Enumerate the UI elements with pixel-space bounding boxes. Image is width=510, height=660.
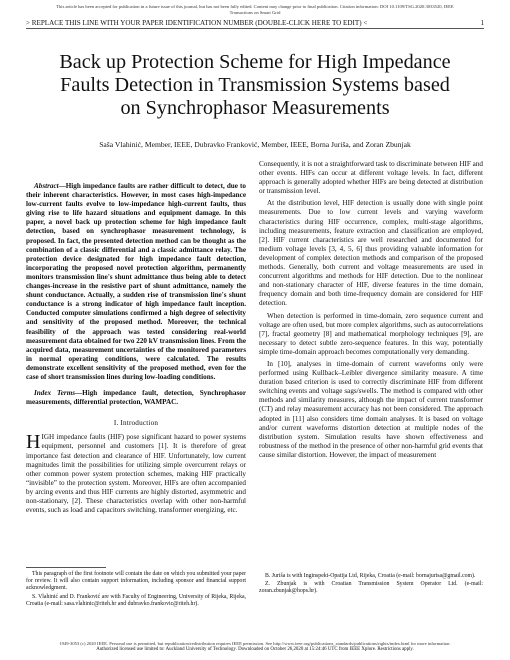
header-placeholder: > REPLACE THIS LINE WITH YOUR PAPER IDENTIFICATION NUMBER (DOUBLE-CLICK HERE TO EDIT) < <box>26 19 368 27</box>
section-heading: I. Introduction <box>113 419 159 428</box>
copyright-footer <box>26 641 484 653</box>
index-terms-text: —High impedance fault, detection, Synchrophasor measurements, differential protection, WAMPAC. <box>26 389 246 407</box>
footnote-affiliation-2: B. Juriša is with Inginspekt-Opatija Ltd, Rijeka, Croatia (e-mail: bornajurisa@gmail.com). <box>265 573 476 579</box>
footnote-submission: This paragraph of the first footnote will contain the date on which you submitted your paper for review. It will also contain support information, including sponsor and financial support acknowledgment. <box>26 571 246 592</box>
index-terms-label: Index Terms <box>34 389 76 398</box>
header-rule <box>26 28 484 29</box>
footnotes-right <box>259 573 483 597</box>
publication-notice-line2: Transactions on Smart Grid <box>229 10 281 15</box>
paragraph-distribution-level: At the distribution level, HIF detection is usually done with single point measurements. Due to low current levels and varying waveform characteristics during HIF occurrence, complex, multi-stage algorithms, including measurements, feature extraction and classification are employed, [2]. HIF current characteristics are well researched and documented for medium voltage levels [3, 4, 5, 6] thus providing valuable information for development of complex detection methods and comparison of the proposed methods. Generally, both current and voltage measurements are used in concurrent algorithms and methods for HIF detection. Due to the nonlinear and non-stationary character of HIF, diverse features in the time domain, frequency domain and both time-frequency domain are considered for HIF detection. <box>259 199 483 308</box>
paragraph-kullback-leibler: In [10], analyses in time-domain of current waveforms only were performed using Kullback–Leibler divergence similarity measure. A time duration based criterion is used to correctly discriminate HIF from different switching events and voltage sags/swells. The method is compared with other methods and similarity measures, although the impact of current transformer (CT) and relay measurement accuracy has not been considered. The approach adopted in [11] also considers time domain analyses. It is based on voltage and/or current waveforms distortion detection at multiple nodes of the distribution system. Simulation results have shown effectiveness and robustness of the method in the presence of other non-harmful grid events that cause similar distortion. However, the impact of measurement <box>259 359 483 459</box>
paragraph-time-domain: When detection is performed in time-domain, zero sequence current and voltage are often used, but more complex algorithms, such as autocorrelations [7], fractal geometry [8] and mathematical morphology techniques [9], are necessary to detect subtle zero-sequence features. In this way, potentially simple time-domain approach becomes computationally very demanding. <box>259 311 483 356</box>
license-line: Authorized licensed use limited to: Auckland University of Technology. Downloaded on October 26,2020 at 15:24:46 UTC from IEEE Xplore. Restrictions apply. <box>96 647 414 652</box>
title-line-2: Faults Detection in Transmission Systems based <box>60 74 450 96</box>
footnote-affiliation-3: Z. Zbunjak is with Croatian Transmission System Operator Ltd. (e-mail: zoran.zbunjak@hops.hr). <box>259 581 483 595</box>
drop-cap: H <box>26 431 41 454</box>
abstract-text: —High impedance faults are rather difficult to detect, due to their inherent characteristics. However, in most cases high-impedance low-current faults evolve to low-impedance high-current faults, thus giving rise to life hazard situations and equipment damage. In this paper, a novel back up protection scheme for high impedance fault detection, based on synchrophasor measurement technology, is proposed. In fact, the presented detection method can be thought as the combination of a classic differential and a classic admittance relay. The protection device designated for high impedance fault detection, incorporating the proposed novel protection algorithm, permanently monitors transmission line's shunt admittance thus being able to detect changes-increase in the resistive part of shunt admittance, namely the shunt conductance. Actually, a sudden rise of transmission line's shunt conductance is a strong indicator of high impedance fault inception. Conducted computer simulations confirmed a high degree of selectivity and sensitivity of the proposed method. Moreover, the technical feasibility of the approach was tested considering real-world measurement data obtained for two 220 kV transmission lines. From the acquired data, measurement uncertainties of the monitored parameters in normal operating conditions, were calculated. The results demonstrate excellent sensitivity of the proposed method, even for the case of short transmission lines during low-loading conditions. <box>26 182 246 381</box>
paper-title <box>26 51 484 120</box>
copyright-line: 1949-3053 (c) 2020 IEEE. Personal use is permitted, but republication/redistribution requires IEEE permission. See http://www.ieee.org/publications_standards/publications/rights/index.html for more information. <box>59 641 451 646</box>
right-column <box>259 160 483 463</box>
title-line-1: Back up Protection Scheme for High Impedance <box>59 51 451 73</box>
running-header <box>26 19 484 27</box>
publication-notice <box>26 4 484 16</box>
abstract <box>26 182 246 382</box>
footnote-rule <box>26 567 106 568</box>
publication-notice-line1: This article has been accepted for publication in a future issue of this journal, but has not been fully edited. Content may change prior to final publication. Citation information: DOI 10.1109/TSG.2020.3033520, IEEE <box>56 4 454 9</box>
intro-text: IGH impedance faults (HIF) pose significant hazard to power systems equipment, personnel and customers [1]. It is therefore of great importance fast detection and clearance of HIF. Unfortunately, low current magnitudes limit the possibilities for utilizing simple overcurrent relays or other common power system protection schemes, making HIF practically “invisible” to the protection system. Moreover, HIFs are often accompanied by arcing events and thus HIF currents are highly distorted, asymmetric and non-stationary, [2]. These characteristics overlap with other non-harmful events, such as load and capacitors switching, transformer energizing, etc. <box>26 433 246 515</box>
left-column <box>26 182 246 515</box>
footnote-affiliation-1: S. Vlahinić and D. Franković are with Faculty of Engineering, University of Rijeka, Rijeka, Croatia (e-mail: sasa.vlahinic@riteh.hr and dubravko.frankovic@riteh.hr). <box>26 593 246 607</box>
page-number: 1 <box>480 19 484 27</box>
paragraph-consequently: Consequently, it is not a straightforward task to discriminate between HIF and other events. HIFs can occur at different voltage levels. In fact, different approach is generally adopted whether HIFs are being detected at distribution or transmission level. <box>259 160 483 196</box>
intro-paragraph <box>26 433 246 515</box>
footnotes-left <box>26 571 246 609</box>
index-terms <box>26 389 246 407</box>
author-list: Saša Vlahinić, Member, IEEE, Dubravko Franković, Member, IEEE, Borna Juriša, and Zoran Zbunjak <box>99 140 411 149</box>
title-line-3: on Synchrophasor Measurements <box>120 97 390 119</box>
abstract-label: Abstract <box>34 182 59 190</box>
